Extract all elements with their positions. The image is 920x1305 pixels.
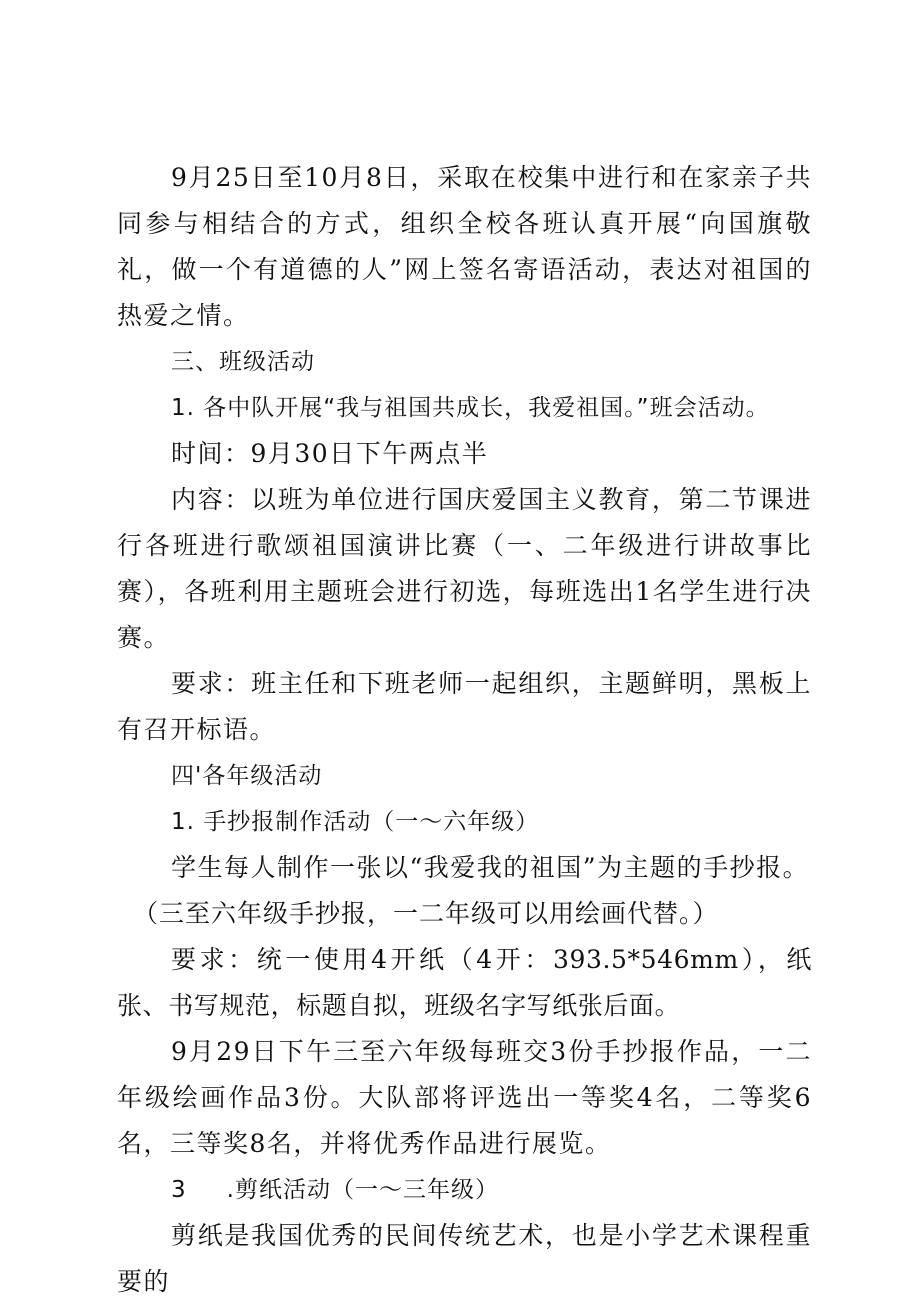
item-heading-papercut	[117, 1167, 812, 1213]
item-title: .剪纸活动（一〜三年级）	[226, 1177, 499, 1203]
paragraph-content: 内容：以班为单位进行国庆爱国主义教育，第二节课进行各班进行歌颂祖国演讲比赛（一、二年级进行讲故事比赛），各班利用主题班会进行初选，每班选出1名学生进行决赛。	[117, 485, 812, 652]
paragraph-signature-activity: 9月25日至10月8日，采取在校集中进行和在家亲子共同参与相结合的方式，组织全校各班认真开展“向国旗敬礼，做一个有道德的人”网上签名寄语活动，表达对祖国的热爱之情。	[117, 163, 812, 330]
paragraph-submission-awards: 9月29日下午三至六年级每班交3份手抄报作品，一二年级绘画作品3份。大队部将评选出一等奖4名，二等奖6名，三等奖8名，并将优秀作品进行展览。	[117, 1037, 812, 1158]
item-number: 3	[171, 1177, 187, 1203]
paragraph-requirement-class: 要求：班主任和下班老师一起组织，主题鲜明，黑板上有召开标语。	[117, 669, 812, 744]
paragraph-requirement-paper: 要求：统一使用4开纸（4开：393.5*546mm），纸张、书写规范，标题自拟，班级名字写纸张后面。	[117, 945, 812, 1020]
section-heading-class-activities: 三、班级活动	[171, 349, 315, 375]
item-heading-handcopy-newspaper: 1. 手抄报制作活动（一〜六年级）	[171, 809, 540, 835]
item-heading-class-meeting: 1. 各中队开展“我与祖国共成长，我爱祖国。”班会活动。	[171, 395, 770, 421]
section-heading-grade-activities: 四'各年级活动	[171, 763, 323, 789]
paragraph-time: 时间：9月30日下午两点半	[171, 439, 489, 468]
paragraph-papercut-intro: 剪纸是我国优秀的民间传统艺术，也是小学艺术课程重要的	[117, 1221, 812, 1296]
paragraph-handcopy-description: 学生每人制作一张以“我爱我的祖国”为主题的手抄报。	[171, 853, 810, 882]
paragraph-handcopy-note: （三至六年级手抄报，一二年级可以用绘画代替。）	[133, 899, 719, 928]
